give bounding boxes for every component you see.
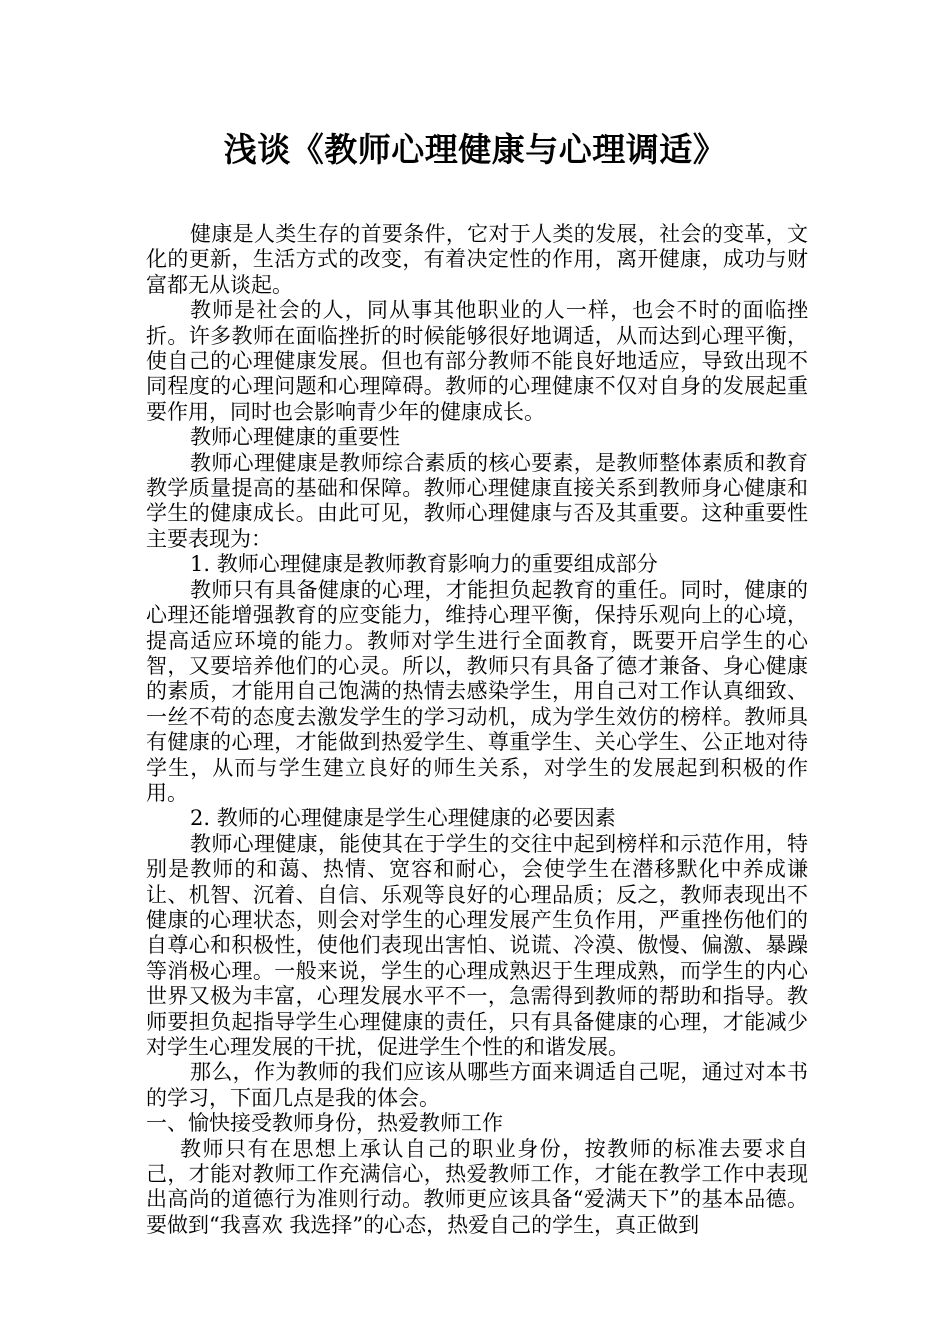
- paragraph-3: 教师心理健康是教师综合素质的核心要素，是教师整体素质和教育教学质量提高的基础和保障。教师心理健康直接关系到教师身心健康和学生的健康成长。由此可见，教师心理健康与否及其重要。这种重要性主要表现为：: [146, 450, 808, 551]
- document-title: 浅谈《教师心理健康与心理调适》: [223, 130, 727, 169]
- paragraph-5: 教师心理健康，能使其在于学生的交往中起到榜样和示范作用，特别是教师的和蔼、热情、宽容和耐心，会使学生在潜移默化中养成谦让、机智、沉着、自信、乐观等良好的心理品质；反之，教师表现出不健康的心理状态，则会对学生的心理发展产生负作用，严重挫伤他们的自尊心和积极性，使他们表现出害怕、说谎、冷漠、傲慢、偏激、暴躁等消极心理。一般来说，学生的心理成熟迟于生理成熟，而学生的内心世界又极为丰富，心理发展水平不一，急需得到教师的帮助和指导。教师要担负起指导学生心理健康的责任，只有具备健康的心理，才能减少对学生心理发展的干扰，促进学生个性的和谐发展。: [146, 831, 808, 1059]
- paragraph-4: 教师只有具备健康的心理，才能担负起教育的重任。同时，健康的心理还能增强教育的应变能力，维持心理平衡，保持乐观向上的心境，提高适应环境的能力。教师对学生进行全面教育，既要开启学生的心智，又要培养他们的心灵。所以，教师只有具备了德才兼备、身心健康的素质，才能用自己饱满的热情去感染学生，用自己对工作认真细致、一丝不苟的态度去激发学生的学习动机，成为学生效仿的榜样。教师具有健康的心理，才能做到热爱学生、尊重学生、关心学生、公正地对待学生，从而与学生建立良好的师生关系，对学生的发展起到积极的作用。: [146, 577, 808, 805]
- section-heading-importance: 教师心理健康的重要性: [190, 425, 400, 450]
- section-heading-one: 一、愉快接受教师身份，热爱教师工作: [146, 1111, 503, 1136]
- paragraph-1: 健康是人类生存的首要条件，它对于人类的发展，社会的变革，文化的更新，生活方式的改变，有着决定性的作用，离开健康，成功与财富都无从谈起。: [146, 222, 808, 297]
- subheading-1: 1. 教师心理健康是教师教育影响力的重要组成部分: [190, 552, 658, 577]
- paragraph-6: 那么，作为教师的我们应该从哪些方面来调适自己呢，通过对本书的学习，下面几点是我的体会。: [146, 1060, 808, 1110]
- paragraph-7: 教师只有在思想上承认自己的职业身份，按教师的标准去要求自己，才能对教师工作充满信心，热爱教师工作，才能在教学工作中表现出高尚的道德行为准则行动。教师更应该具备“爱满天下”的基本品德。要做到“我喜欢 我选择”的心态，热爱自己的学生，真正做到: [146, 1136, 808, 1237]
- subheading-2: 2. 教师的心理健康是学生心理健康的必要因素: [190, 806, 616, 831]
- document-body: [146, 222, 808, 1238]
- paragraph-2: 教师是社会的人，同从事其他职业的人一样，也会不时的面临挫折。许多教师在面临挫折的时候能够很好地调适，从而达到心理平衡，使自己的心理健康发展。但也有部分教师不能良好地适应，导致出现不同程度的心理问题和心理障碍。教师的心理健康不仅对自身的发展起重要作用，同时也会影响青少年的健康成长。: [146, 298, 808, 424]
